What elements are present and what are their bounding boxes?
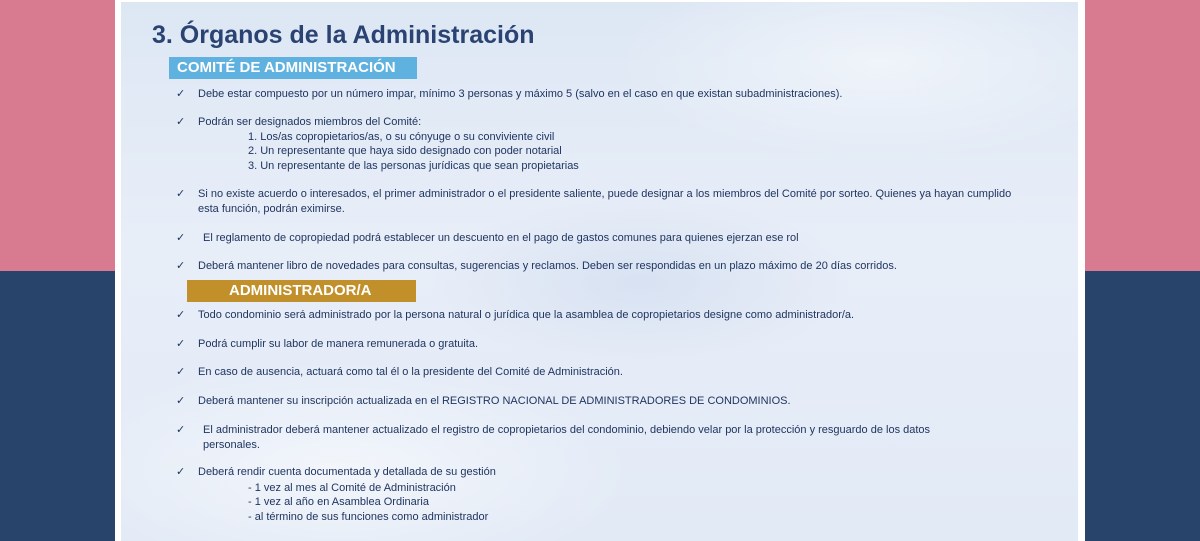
check-icon: ✓ (176, 232, 186, 244)
check-icon: ✓ (176, 466, 186, 478)
administrador-heading: ADMINISTRADOR/A (187, 280, 416, 302)
check-icon: ✓ (176, 395, 186, 407)
rendicion-item-2: - 1 vez al año en Asamblea Ordinaria (248, 496, 429, 508)
check-icon: ✓ (176, 424, 186, 436)
page-title: 3. Órganos de la Administración (152, 21, 535, 49)
left-pink-band (0, 0, 115, 271)
check-icon: ✓ (176, 260, 186, 272)
comite-member-1: 1. Los/as copropietarios/as, o su cónyuge o su conviviente civil (248, 131, 555, 143)
rendicion-item-3: - al término de sus funciones como administrador (248, 511, 489, 523)
check-icon: ✓ (176, 309, 186, 321)
comite-heading: COMITÉ DE ADMINISTRACIÓN (169, 57, 417, 79)
comite-member-2: 2. Un representante que haya sido designado con poder notarial (248, 145, 562, 157)
left-navy-band (0, 271, 115, 541)
right-pink-band (1085, 0, 1200, 271)
check-icon: ✓ (176, 88, 186, 100)
check-icon: ✓ (176, 188, 186, 200)
check-icon: ✓ (176, 338, 186, 350)
check-icon: ✓ (176, 366, 186, 378)
slide: 3. Órganos de la Administración COMITÉ DE ADMINISTRACIÓN ✓ Debe estar compuesto por un número impar, mínimo 3 personas y máximo 5 (salvo en el caso en que existan subadministraciones). ✓ Podrán ser designados miembros del Comité: 1. Los/as copropietarios/as, o su cónyuge o su conviviente civil 2. Un representante que haya sido designado con poder notarial 3. Un representante de las personas jurídicas que sean propietarias ✓ Si no existe acuerdo o interesados, el primer administrador o el presidente saliente, puede designar a los miembros del Comité por sorteo. Quienes ya hayan cumplido esta función, podrán eximirse. ✓ El reglamento de copropiedad podrá establecer un descuento en el pago de gastos comunes para quienes ejerzan ese rol ✓ Deberá mantener libro de novedades para consultas, sugerencias y reclamos. Deben ser respondidas en un plazo máximo de 20 días corridos. ADMINISTRADOR/A ✓ Todo condominio será administrado por la persona natural o jurídica que la asamblea de copropietarios designe como administrador/a. ✓ Podrá cumplir su labor de manera remunerada o gratuita. ✓ En caso de ausencia, actuará como tal él o la presidente del Comité de Administración. ✓ Deberá mantener su inscripción actualizada en el REGISTRO NACIONAL DE ADMINISTRADORES DE CONDOMINIOS. ✓ El administrador deberá mantener actualizado el registro de copropietarios del condominio, debiendo velar por la protección y resguardo de los datos personales. ✓ Deberá rendir cuenta documentada y detallada de su gestión - 1 vez al mes al Comité de Administración - 1 vez al año en Asamblea Ordinaria - al término de sus funciones como administrador (121, 2, 1078, 541)
right-navy-band (1085, 271, 1200, 541)
check-icon: ✓ (176, 116, 186, 128)
rendicion-item-1: - 1 vez al mes al Comité de Administración (248, 482, 456, 494)
comite-member-3: 3. Un representante de las personas jurídicas que sean propietarias (248, 160, 579, 172)
